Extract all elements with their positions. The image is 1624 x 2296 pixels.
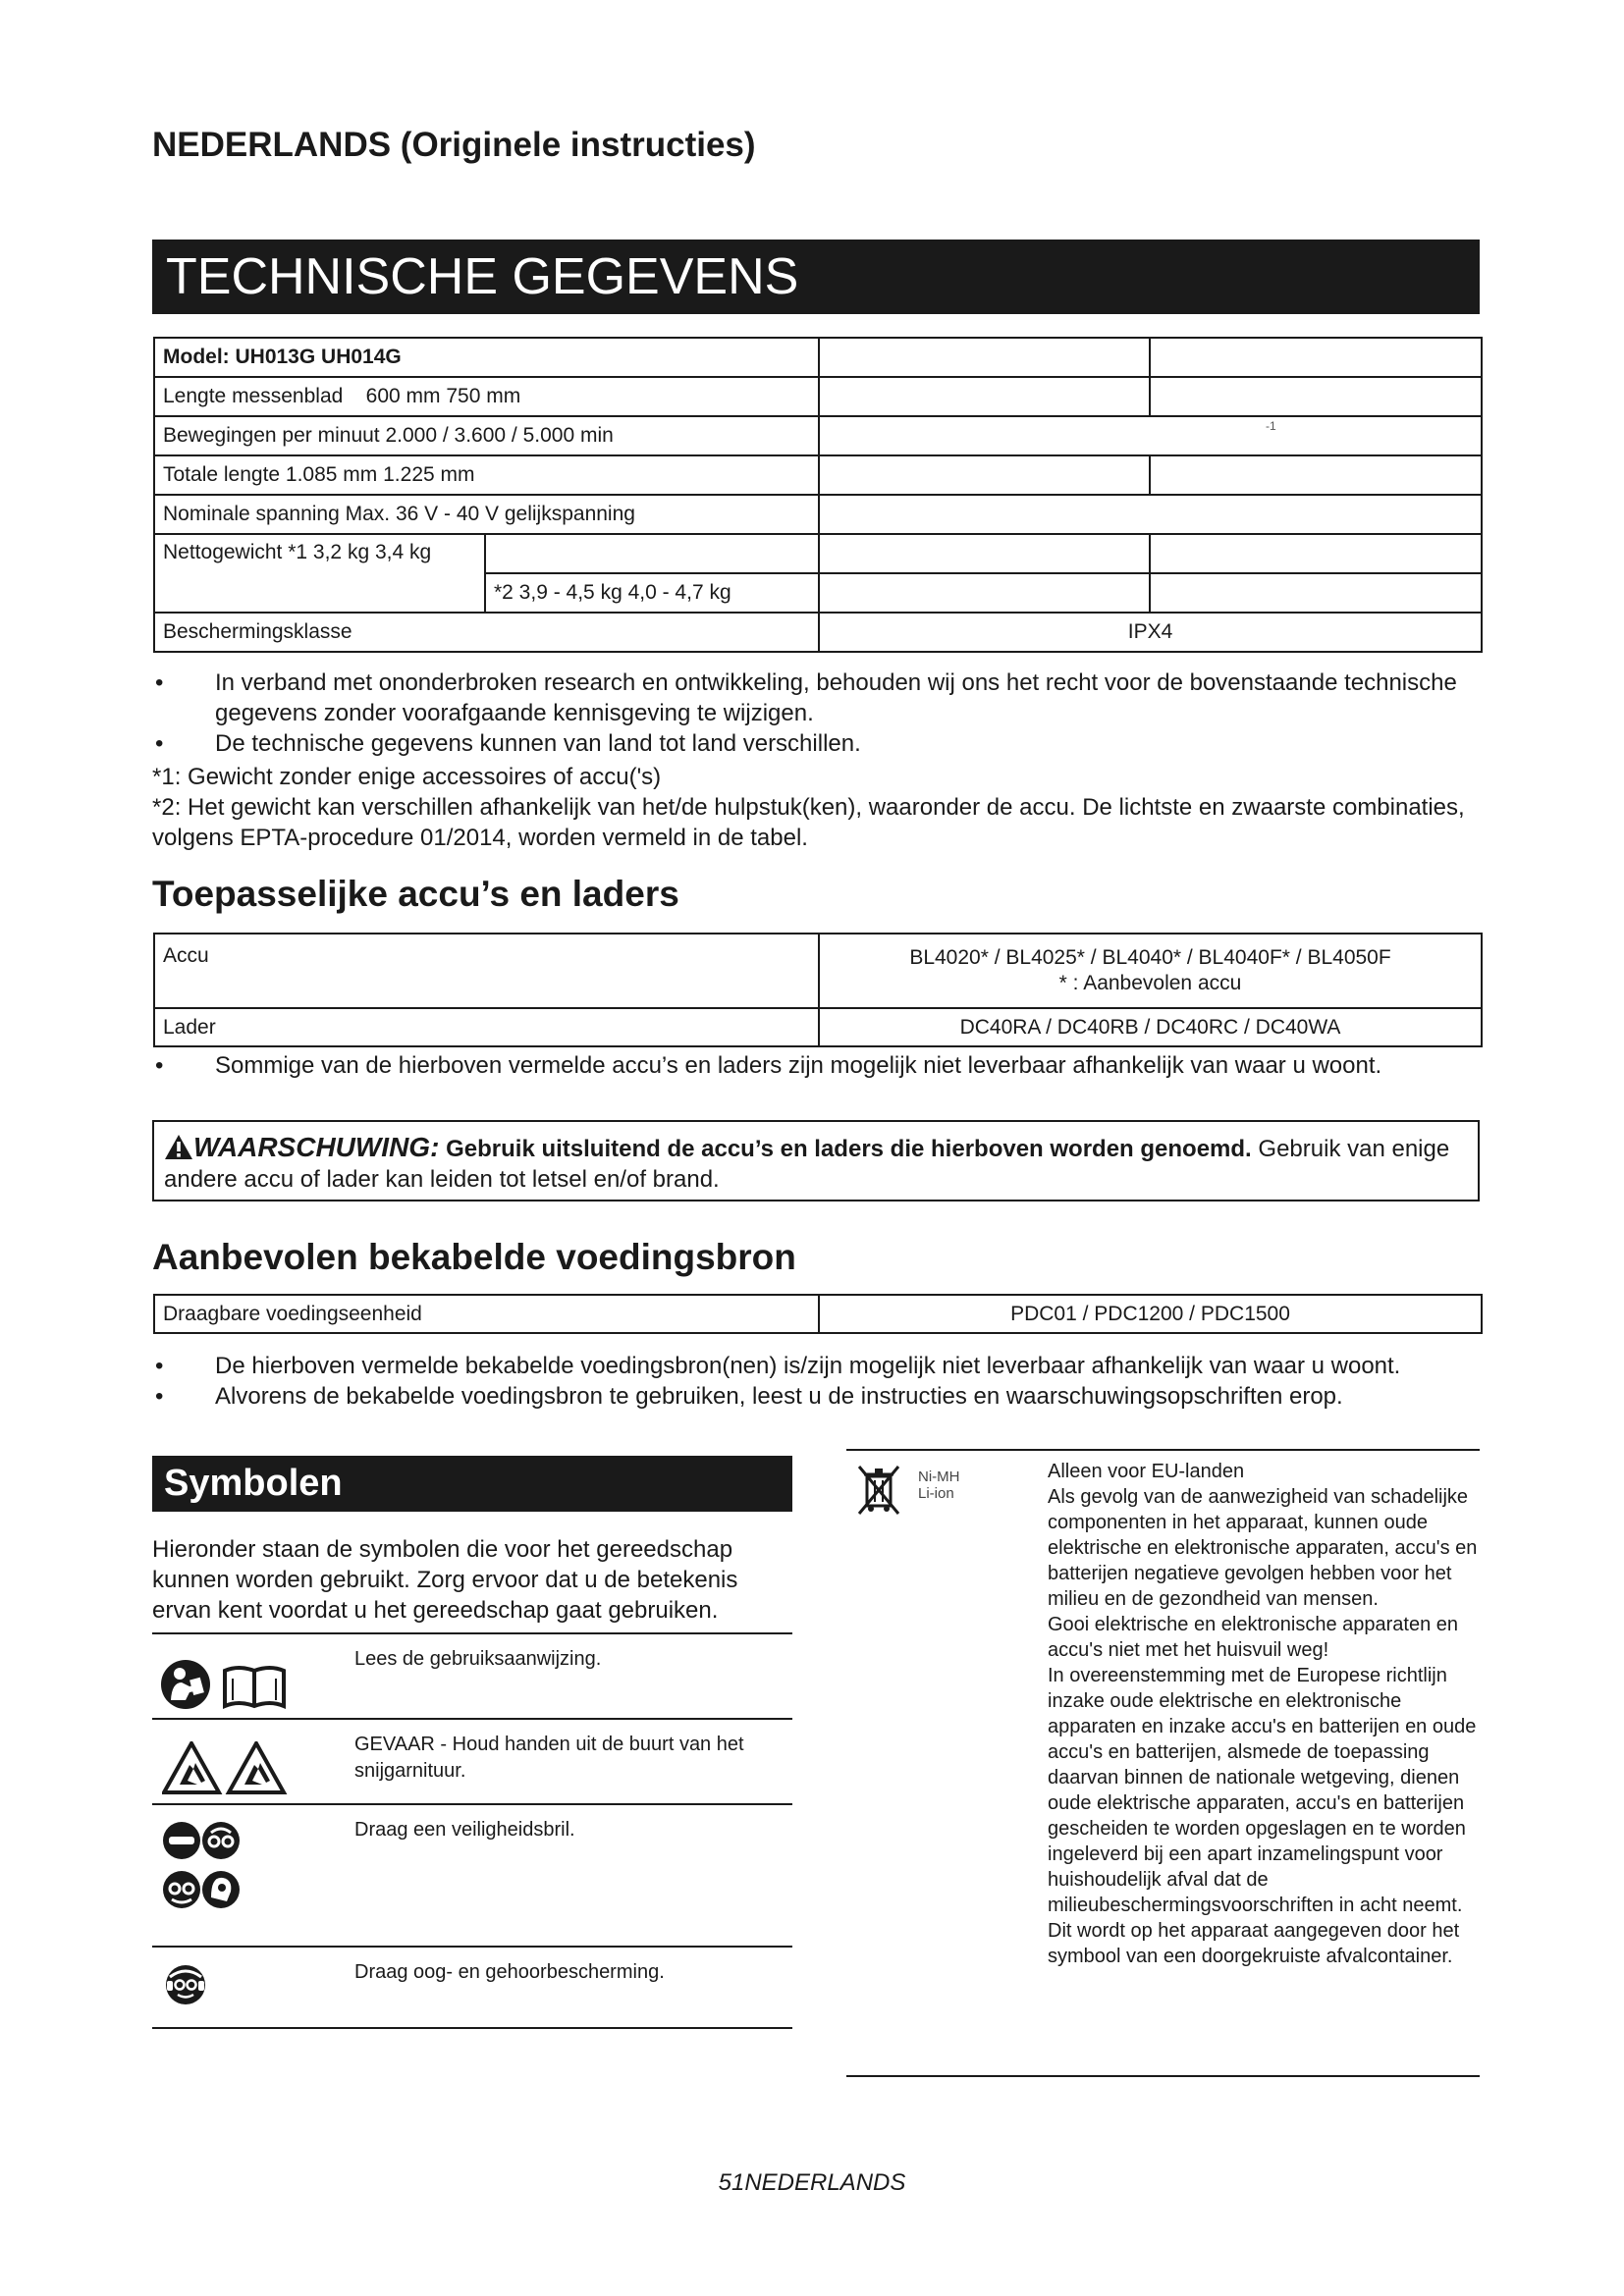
weee-block xyxy=(846,1449,1480,2077)
spec-voltage: Nominale spanning Max. 36 V - 40 V gelijkspanning xyxy=(154,495,819,534)
list-item: • De technische gegevens kunnen van land tot land verschillen. xyxy=(152,728,1480,759)
table-row xyxy=(154,416,1482,455)
warning-label: WAARSCHUWING: xyxy=(193,1132,440,1162)
symbols-intro: Hieronder staan de symbolen die voor het gereedschap kunnen worden gebruikt. Zorg ervoor dat u de betekenis ervan kent voordat u het gereedschap gaat gebruiken. xyxy=(152,1536,738,1624)
batteries-bullets xyxy=(152,1050,1480,1081)
spec-strokes: Bewegingen per minuut 2.000 / 3.600 / 5.000 min xyxy=(154,416,819,455)
table-row xyxy=(154,377,1482,416)
table-row xyxy=(154,1008,1482,1046)
charger-label: Lader xyxy=(154,1008,819,1046)
footnote: *2: Het gewicht kan verschillen afhankelijk van het/de hulpstuk(ken), waaronder de accu. De lichtste en zwaarste combinaties, volgens EPTA-procedure 01/2014, worden vermeld in de tabel. xyxy=(152,794,1465,851)
read-manual-icon xyxy=(160,1657,298,1714)
symbol-text: Draag oog- en gehoorbescherming. xyxy=(354,1961,665,1983)
power-heading: Aanbevolen bekabelde voedingsbron xyxy=(152,1237,796,1277)
weee-text: Alleen voor EU-landen Als gevolg van de aanwezigheid van schadelijke componenten in het apparaat, kunnen oude elektrische en elektronische apparaten, accu's en batterijen negatieve gevolgen hebben voor het milieu en de gezondheid van mensen. Gooi elektrische en elektronische apparaten en accu's niet met het huisvuil weg! In overeenstemming met de Europese richtlijn inzake oude elektrische en elektronische apparaten en inzake accu's en batterijen en oude accu's en batterijen, alsmede de toepassing daarvan binnen de nationale wetgeving, dienen oude elektrische apparaten, accu's en batterijen gescheiden te worden opgeslagen en te worden ingeleverd bij een apart inzamelingspunt voor huishoudelijk afval dat de milieubeschermingsvoorschriften in acht neemt. Dit wordt op het apparaat aangegeven door het symbool van een doorgekruiste afvalcontainer. xyxy=(1048,1461,1478,1967)
spec-protection-value: IPX4 xyxy=(819,613,1482,652)
power-label: Draagbare voedingseenheid xyxy=(154,1295,819,1333)
symbols-bottom-rule xyxy=(152,2027,792,2029)
spec-overall-length: Totale lengte 1.085 mm 1.225 mm xyxy=(154,455,819,495)
accu-label: Accu xyxy=(154,934,819,1008)
footnote: *1: Gewicht zonder enige accessoires of accu('s) xyxy=(152,764,662,790)
power-bullets xyxy=(152,1351,1480,1412)
list-item: • De hierboven vermelde bekabelde voedingsbron(nen) is/zijn mogelijk niet leverbaar afhankelijk van waar u woont. xyxy=(152,1351,1480,1381)
list-item: • Alvorens de bekabelde voedingsbron te gebruiken, leest u de instructies en waarschuwingsopschriften erop. xyxy=(152,1381,1480,1412)
table-row xyxy=(154,534,1482,573)
table-row xyxy=(154,613,1482,652)
eye-ear-protection-icon xyxy=(164,1963,207,2006)
weee-bottom-rule xyxy=(846,2075,1480,2077)
spec-footnotes xyxy=(152,762,1480,853)
table-row xyxy=(154,338,1482,377)
charger-value: DC40RA / DC40RB / DC40RC / DC40WA xyxy=(819,1008,1482,1046)
specs-bullets xyxy=(152,667,1480,759)
spec-table xyxy=(153,337,1483,653)
safety-glasses-icon xyxy=(162,1819,241,1941)
specs-banner: TECHNISCHE GEGEVENS xyxy=(152,240,1480,314)
warning-triangle-icon xyxy=(164,1134,193,1160)
spec-weight-2: *2 3,9 - 4,5 kg 4,0 - 4,7 kg xyxy=(485,573,819,613)
table-row xyxy=(154,934,1482,1008)
chem-liion: Li-ion xyxy=(918,1485,954,1502)
spec-model: Model: UH013G UH014G xyxy=(154,338,819,377)
symbol-row xyxy=(152,1803,792,1948)
weee-top-rule xyxy=(846,1449,1480,1451)
symbols-banner: Symbolen xyxy=(152,1456,792,1512)
list-item: • Sommige van de hierboven vermelde accu’s en laders zijn mogelijk niet leverbaar afhankelijk van waar u woont. xyxy=(152,1050,1480,1081)
symbol-row xyxy=(152,1946,792,2029)
strokes-unit-sup: -1 xyxy=(1266,419,1276,433)
battery-chemistry xyxy=(918,1468,960,1502)
crossed-bin-icon xyxy=(856,1463,901,1518)
symbol-row xyxy=(152,1718,792,1805)
power-value: PDC01 / PDC1200 / PDC1500 xyxy=(819,1295,1482,1333)
page-footer: 51NEDERLANDS xyxy=(718,2169,906,2196)
symbol-text: GEVAAR - Houd handen uit de buurt van het snijgarnituur. xyxy=(354,1734,744,1782)
batteries-heading: Toepasselijke accu’s en laders xyxy=(152,874,679,914)
spec-weight: Nettogewicht *1 3,2 kg 3,4 kg xyxy=(154,534,485,613)
chem-nimh: Ni-MH xyxy=(918,1468,960,1485)
accu-value: BL4020* / BL4025* / BL4040* / BL4040F* / BL4050F xyxy=(909,946,1391,969)
hand-danger-icon xyxy=(162,1741,290,1796)
batteries-table xyxy=(153,933,1483,1047)
table-row xyxy=(154,495,1482,534)
table-row xyxy=(154,455,1482,495)
spec-protection-label: Beschermingsklasse xyxy=(154,613,819,652)
table-row xyxy=(154,1295,1482,1333)
accu-note: * : Aanbevolen accu xyxy=(1058,972,1242,994)
symbol-text: Draag een veiligheidsbril. xyxy=(354,1819,575,1841)
warning-bold-text: Gebruik uitsluitend de accu’s en laders die hierboven worden genoemd. xyxy=(446,1136,1252,1162)
spec-blade-length: Lengte messenblad 600 mm 750 mm xyxy=(154,377,819,416)
battery-warning xyxy=(152,1120,1480,1201)
list-item: • In verband met ononderbroken research en ontwikkeling, behouden wij ons het recht voor de bovenstaande technische gegevens zonder voorafgaande kennisgeving te wijzigen. xyxy=(152,667,1480,728)
warning-text: Gebruik van enige andere accu of lader kan leiden tot letsel en/of brand. xyxy=(164,1136,1450,1193)
page-language-title: NEDERLANDS (Originele instructies) xyxy=(152,126,756,164)
power-table xyxy=(153,1294,1483,1334)
symbol-text: Lees de gebruiksaanwijzing. xyxy=(354,1648,602,1670)
symbol-row xyxy=(152,1632,792,1720)
